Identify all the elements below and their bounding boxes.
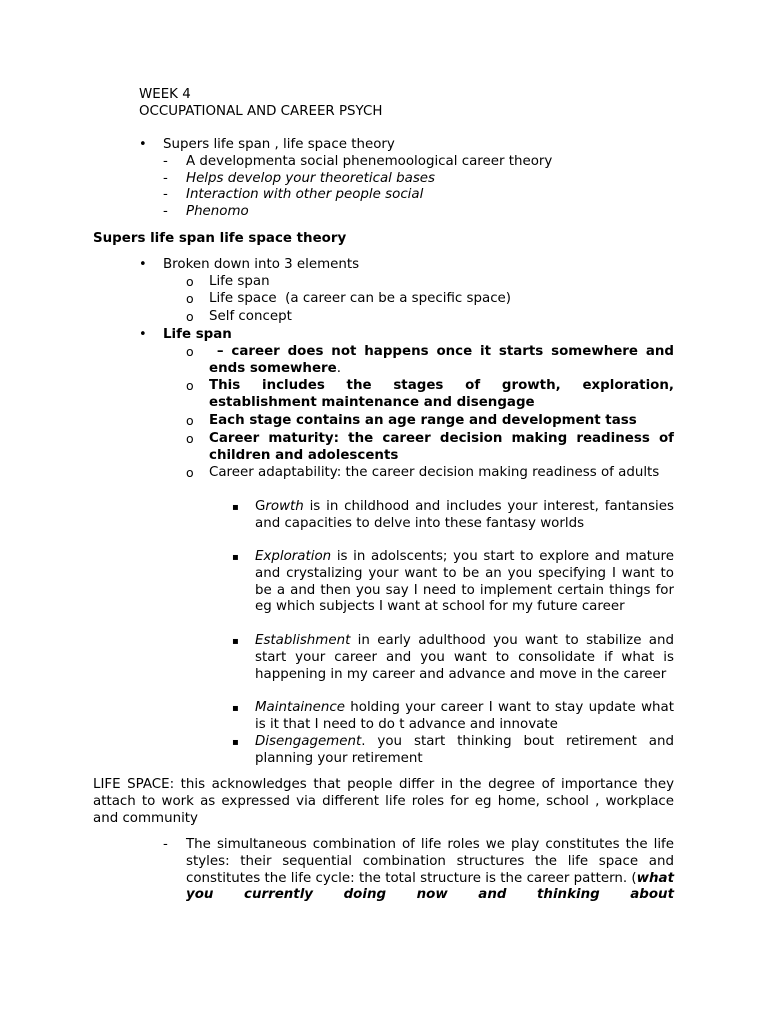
circle-marker: o: [186, 344, 194, 359]
stage-item-disengagement: [232, 734, 674, 768]
life-span-heading: Life span: [163, 327, 232, 342]
square-marker: ▪: [232, 737, 239, 748]
stage-term: Establishment: [255, 633, 351, 648]
circle-marker: o: [186, 309, 194, 324]
circle-marker: o: [186, 274, 194, 289]
bullet-marker: •: [139, 137, 147, 152]
section-heading: Supers life span life space theory: [93, 231, 347, 246]
intro-bullet-text: Supers life span , life space theory: [163, 137, 395, 152]
square-marker: ▪: [232, 703, 239, 714]
dash-marker: -: [163, 837, 168, 852]
circle-item-text: Life space (a career can be a specific space): [209, 291, 512, 306]
course-title: OCCUPATIONAL AND CAREER PSYCH: [139, 104, 383, 119]
circle-item-text: Self concept: [209, 309, 292, 324]
dash-item: [163, 837, 674, 904]
dash-item-text: Interaction with other people social: [186, 187, 424, 202]
circle-marker: o: [186, 465, 194, 480]
circle-item: [186, 378, 674, 412]
circle-item: [186, 431, 674, 465]
stage-text: in early adulthood you want to stabilize and start your career and you want to consolidate if what is happening in my career and advance and move in the career: [255, 633, 674, 682]
dash-item-emphasis: what you currently doing now and thinking about: [186, 870, 674, 903]
circle-item: [186, 344, 679, 378]
circle-marker: o: [186, 413, 194, 428]
circle-marker: o: [186, 291, 194, 306]
dash-marker: -: [163, 171, 168, 186]
square-marker: ▪: [232, 552, 239, 563]
stage-item-establishment: [232, 633, 674, 683]
dash-marker: -: [163, 154, 168, 169]
stage-term: Disengagement: [255, 734, 362, 749]
circle-item-text: This includes the stages of growth, exploration, establishment maintenance and disengage: [209, 378, 674, 410]
circle-marker: o: [186, 431, 194, 446]
bullet-marker: •: [139, 327, 147, 342]
stage-text: holding your career I want to stay update what is it that I need to do t advance and innovate: [255, 700, 674, 732]
stage-item-exploration: [232, 549, 674, 616]
circle-item-text: Career adaptability: the career decision making readiness of adults: [209, 465, 660, 480]
circle-item-text: – career does not happens once it starts somewhere and ends somewhere: [209, 344, 679, 376]
stage-text: is in adolscents; you start to explore and mature and crystalizing your want to be an you specifying I want to be a and then you say I need to implement certain things for eg which subjects I want at school for my future career: [255, 549, 674, 615]
dash-item-text: Phenomo: [186, 204, 249, 219]
circle-item: [186, 465, 674, 482]
stage-item-growth: [232, 499, 674, 533]
dash-marker: -: [163, 187, 168, 202]
stage-term: Maintainence: [255, 700, 345, 715]
circle-item: [186, 413, 674, 430]
circle-item-text: Each stage contains an age range and development tass: [209, 413, 637, 428]
dash-item-text: The simultaneous combination of life roles we play constitutes the life styles: their sequential combination structures the life space and constitutes the life cycle: the total structure is the career pattern. (: [186, 837, 674, 886]
bullet-marker: •: [139, 257, 147, 272]
week-label: WEEK 4: [139, 87, 191, 102]
circle-item-text: Career maturity: the career decision making readiness of children and adolescents: [209, 431, 674, 463]
life-space-paragraph: LIFE SPACE: this acknowledges that people differ in the degree of importance they attach to work as expressed via different life roles for eg home, school , workplace and community: [93, 777, 674, 826]
stage-item-maintainence: [232, 700, 674, 734]
square-marker: ▪: [232, 636, 239, 647]
stage-term: Exploration: [255, 549, 332, 564]
square-marker: ▪: [232, 502, 239, 513]
circle-item-text-end: .: [336, 360, 341, 376]
elements-bullet-text: Broken down into 3 elements: [163, 257, 360, 272]
stage-text: . you start thinking bout retirement and planning your retirement: [255, 734, 674, 766]
circle-item-text: Life span: [209, 274, 270, 289]
stage-term: rowth: [265, 499, 304, 514]
dash-marker: -: [163, 204, 168, 219]
stage-term-prefix: G: [255, 499, 266, 514]
circle-marker: o: [186, 378, 194, 393]
stage-text: is in childhood and includes your interest, fantansies and capacities to delve into these fantasy worlds: [255, 499, 674, 531]
dash-item-text: Helps develop your theoretical bases: [186, 171, 436, 186]
dash-item-text: A developmenta social phenemoological career theory: [186, 154, 553, 169]
